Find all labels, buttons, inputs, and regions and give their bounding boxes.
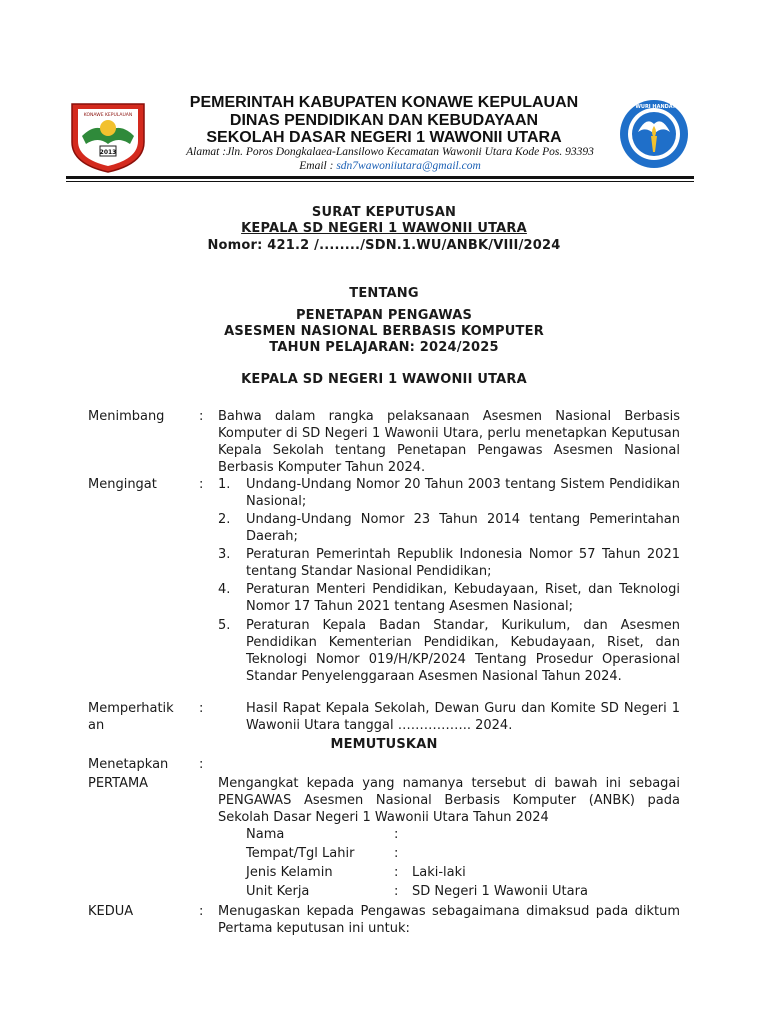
school-name: SEKOLAH DASAR NEGERI 1 WAWONII UTARA	[206, 129, 562, 146]
list-item-number: 4.	[218, 582, 231, 597]
logo-text: KONAWE KEPULAUAN	[83, 113, 133, 118]
about-heading: TENTANG	[349, 286, 419, 301]
kedua-text: Menugaskan kepada Pengawas sebagaimana dimaksud pada diktum Pertama keputusan ini untuk:	[218, 904, 680, 936]
government-name: PEMERINTAH KABUPATEN KONAWE KEPULAUAN	[189, 94, 579, 111]
email-label: Email :	[299, 160, 337, 172]
identity-label-birth: Tempat/Tgl Lahir	[246, 846, 355, 861]
decree-number: Nomor: 421.2 /......../SDN.1.WU/ANBK/VIII/2024	[207, 238, 561, 253]
school-email-line	[150, 160, 630, 172]
logo-year: 2013	[99, 149, 117, 156]
menimbang-label: Menimbang	[88, 409, 165, 424]
letterhead-rule-thin	[66, 181, 694, 182]
memperhatikan-label-part1: Memperhatik	[88, 701, 174, 716]
list-item-number: 5.	[218, 618, 231, 633]
colon: :	[394, 846, 399, 861]
pertama-text: Mengangkat kepada yang namanya tersebut di bawah ini sebagai PENGAWAS Asesmen Nasional Berbasis Komputer (ANBK) pada Sekolah Dasar Negeri 1 Wawonii Utara Tahun 2024	[218, 776, 680, 825]
colon: :	[394, 884, 399, 899]
memutuskan-heading: MEMUTUSKAN	[330, 737, 438, 752]
document-type: SURAT KEPUTUSAN	[311, 205, 457, 220]
colon: :	[394, 827, 399, 842]
colon: :	[199, 409, 204, 424]
kedua-label: KEDUA	[88, 904, 134, 919]
regency-emblem-logo	[66, 98, 150, 174]
list-item: Peraturan Menteri Pendidikan, Kebudayaan, Riset, dan Teknologi Nomor 17 Tahun 2021 tentang Asesmen Nasional;	[246, 582, 680, 614]
subject-line-1: PENETAPAN PENGAWAS	[295, 308, 473, 323]
identity-value-gender: Laki-laki	[412, 865, 466, 880]
list-item-number: 1.	[218, 477, 231, 492]
issuer-title: KEPALA SD NEGERI 1 WAWONII UTARA	[241, 221, 527, 236]
identity-label-unit: Unit Kerja	[246, 884, 310, 899]
identity-label-gender: Jenis Kelamin	[246, 865, 333, 880]
colon: :	[199, 701, 204, 716]
department-name: DINAS PENDIDIKAN DAN KEBUDAYAAN	[229, 112, 539, 129]
list-item-number: 3.	[218, 547, 231, 562]
menetapkan-label: Menetapkan	[88, 757, 169, 772]
tut-wuri-handayani-logo	[618, 96, 690, 172]
pertama-label: PERTAMA	[88, 776, 149, 791]
menimbang-text: Bahwa dalam rangka pelaksanaan Asesmen Nasional Berbasis Komputer di SD Negeri 1 Wawonii Utara, perlu menetapkan Keputusan Kepala Sekolah tentang Penetapan Pengawas Asesmen Nasional Berbasis Komputer Tahun 2024.	[218, 409, 680, 475]
identity-label-name: Nama	[246, 827, 285, 842]
school-address: Alamat :Jln. Poros Dongkalaea-Lansilowo Kecamatan Wawonii Utara Kode Pos. 93393	[186, 146, 594, 158]
mengingat-label: Mengingat	[88, 477, 157, 492]
colon: :	[199, 904, 204, 919]
memperhatikan-text: Hasil Rapat Kepala Sekolah, Dewan Guru dan Komite SD Negeri 1 Wawonii Utara tanggal …………….. 2024.	[246, 701, 680, 733]
signer-heading: KEPALA SD NEGERI 1 WAWONII UTARA	[241, 372, 527, 387]
email-link[interactable]: sdn7wawoniiutara@gmail.com	[336, 160, 481, 172]
identity-value-unit: SD Negeri 1 Wawonii Utara	[412, 884, 588, 899]
list-item: Undang-Undang Nomor 23 Tahun 2014 tentang Pemerintahan Daerah;	[246, 512, 680, 544]
list-item: Peraturan Kepala Badan Standar, Kurikulum, dan Asesmen Pendidikan Kementerian Pendidikan, Kebudayaan, Riset, dan Teknologi Nomor 019/H/KP/2024 Tentang Prosedur Operasional Standar Penyelenggaraan Asesmen Nasional Tahun 2024.	[246, 618, 680, 684]
subject-line-3: TAHUN PELAJARAN: 2024/2025	[269, 340, 499, 355]
letterhead	[0, 0, 768, 180]
list-item-number: 2.	[218, 512, 231, 527]
logo-motto: TUT WURI HANDAYANI	[622, 104, 686, 110]
colon: :	[199, 757, 204, 772]
memperhatikan-label-part2: an	[88, 718, 105, 733]
list-item: Undang-Undang Nomor 20 Tahun 2003 tentang Sistem Pendidikan Nasional;	[246, 477, 680, 509]
subject-line-2: ASESMEN NASIONAL BERBASIS KOMPUTER	[224, 324, 544, 339]
letterhead-rule-thick	[66, 176, 694, 179]
colon: :	[199, 477, 204, 492]
colon: :	[394, 865, 399, 880]
list-item: Peraturan Pemerintah Republik Indonesia Nomor 57 Tahun 2021 tentang Standar Nasional Pendidikan;	[246, 547, 680, 579]
